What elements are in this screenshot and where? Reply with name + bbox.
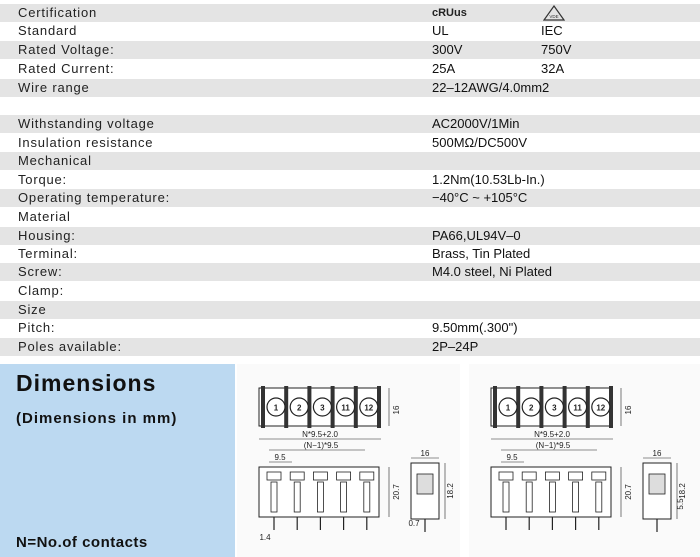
terminal-number: 1 — [273, 403, 279, 413]
spec-row — [0, 301, 700, 319]
contacts-note: N=No.of contacts — [16, 534, 148, 551]
terminal-number: 12 — [596, 403, 606, 413]
terminal-post — [526, 482, 532, 512]
spec-label: Housing: — [18, 228, 76, 243]
terminal-slot — [569, 472, 583, 480]
spec-row — [0, 319, 700, 337]
spec-value-ul: 300V — [432, 42, 463, 57]
spec-row — [0, 79, 700, 97]
terminal-slot — [337, 472, 351, 480]
spec-row — [0, 263, 700, 281]
spec-row — [0, 134, 700, 152]
spec-row — [0, 4, 700, 22]
spec-label: Standard — [18, 23, 78, 38]
dim-label: N*9.5+2.0 — [534, 430, 570, 439]
terminal-block-drawing-a — [237, 364, 460, 557]
terminal-number: 11 — [341, 403, 350, 413]
spec-value-iec: 32A — [541, 61, 565, 76]
drawing-variant-b — [469, 364, 700, 557]
spec-row — [0, 208, 700, 226]
terminal-post — [364, 482, 370, 512]
spec-row — [0, 245, 700, 263]
spec-label: Mechanical — [18, 153, 92, 168]
spec-row — [0, 22, 700, 40]
barrier-rib — [493, 386, 497, 428]
dim-label: 16 — [624, 405, 633, 415]
spec-label: Terminal: — [18, 246, 78, 261]
terminal-slot — [267, 472, 281, 480]
spec-value: M4.0 steel, Ni Plated — [432, 264, 552, 279]
dim-label: 1.4 — [259, 533, 271, 542]
ul-logo-icon: cRUus — [432, 7, 467, 19]
dim-label: 9.5 — [274, 453, 286, 462]
spec-value: 1.2Nm(10.53Lb-In.) — [432, 172, 545, 187]
spec-label: Material — [18, 209, 71, 224]
spec-value-ul: UL — [432, 23, 449, 38]
spec-row — [0, 41, 700, 59]
dim-label: 20.7 — [624, 484, 633, 500]
terminal-slot — [360, 472, 374, 480]
spec-label: Pitch: — [18, 320, 56, 335]
dimensions-title: Dimensions — [16, 370, 157, 396]
dim-label: 0.7 — [408, 519, 420, 528]
terminal-number: 2 — [528, 403, 534, 413]
spec-value: 22–12AWG/4.0mm2 — [432, 80, 550, 95]
terminal-post — [341, 482, 347, 512]
terminal-number: 3 — [320, 403, 325, 413]
dim-label: N*9.5+2.0 — [302, 430, 338, 439]
spec-value: −40°C ~ +105°C — [432, 190, 528, 205]
drawing-variant-a — [237, 364, 460, 557]
dim-label: (N−1)*9.5 — [535, 441, 571, 450]
spec-value: 2P–24P — [432, 339, 479, 354]
spec-row — [0, 60, 700, 78]
spec-label: Rated Current: — [18, 61, 115, 76]
dim-label: 16 — [392, 405, 401, 415]
spec-label: Wire range — [18, 80, 90, 95]
svg-text:VDE: VDE — [549, 14, 559, 19]
side-view-clamp — [649, 474, 665, 494]
spec-row — [0, 189, 700, 207]
dim-label: 16 — [652, 449, 662, 458]
dim-label: 16 — [420, 449, 430, 458]
spec-value: AC2000V/1Min — [432, 116, 520, 131]
spec-value-iec: 750V — [541, 42, 572, 57]
terminal-number: 3 — [552, 403, 557, 413]
spec-label: Clamp: — [18, 283, 64, 298]
spec-value: 9.50mm(.300") — [432, 320, 518, 335]
dim-label: 5.5 — [676, 498, 685, 510]
spec-label: Rated Voltage: — [18, 42, 115, 57]
vde-logo-icon — [543, 5, 565, 21]
terminal-post — [596, 482, 602, 512]
spec-value: 500MΩ/DC500V — [432, 135, 527, 150]
dim-label: 18.2 — [678, 483, 687, 499]
dim-label: 20.7 — [392, 484, 401, 500]
spec-row — [0, 152, 700, 170]
spec-value: PA66,UL94V–0 — [432, 228, 521, 243]
spec-label: Operating temperature: — [18, 190, 171, 205]
barrier-rib — [261, 386, 265, 428]
side-view-clamp — [417, 474, 433, 494]
dimensions-subtitle: (Dimensions in mm) — [16, 410, 178, 427]
terminal-slot — [290, 472, 304, 480]
terminal-post — [503, 482, 509, 512]
spec-value-ul: 25A — [432, 61, 456, 76]
terminal-post — [573, 482, 579, 512]
spec-label: Screw: — [18, 264, 63, 279]
terminal-slot — [522, 472, 536, 480]
terminal-slot — [313, 472, 327, 480]
dim-label: 18.2 — [446, 483, 455, 499]
spec-row — [0, 97, 700, 115]
spec-label: Torque: — [18, 172, 67, 187]
spec-label: Size — [18, 302, 47, 317]
terminal-number: 2 — [296, 403, 302, 413]
terminal-post — [294, 482, 300, 512]
terminal-post — [317, 482, 323, 512]
spec-value: Brass, Tin Plated — [432, 246, 531, 261]
dim-label: (N−1)*9.5 — [303, 441, 339, 450]
spec-row — [0, 282, 700, 300]
spec-row — [0, 115, 700, 133]
spec-row — [0, 227, 700, 245]
spec-row — [0, 338, 700, 356]
spec-label: Insulation resistance — [18, 135, 154, 150]
terminal-number: 1 — [505, 403, 511, 413]
spec-row — [0, 171, 700, 189]
terminal-slot — [592, 472, 606, 480]
terminal-slot — [545, 472, 559, 480]
spec-value-iec: IEC — [541, 23, 563, 38]
terminal-slot — [499, 472, 513, 480]
spec-label: Poles available: — [18, 339, 122, 354]
terminal-post — [549, 482, 555, 512]
spec-label: Certification — [18, 5, 98, 20]
terminal-number: 12 — [364, 403, 374, 413]
dimensions-panel — [0, 364, 235, 557]
spec-label: Withstanding voltage — [18, 116, 155, 131]
terminal-block-drawing-b — [469, 364, 700, 557]
dim-label: 9.5 — [506, 453, 518, 462]
terminal-number: 11 — [573, 403, 582, 413]
terminal-post — [271, 482, 277, 512]
